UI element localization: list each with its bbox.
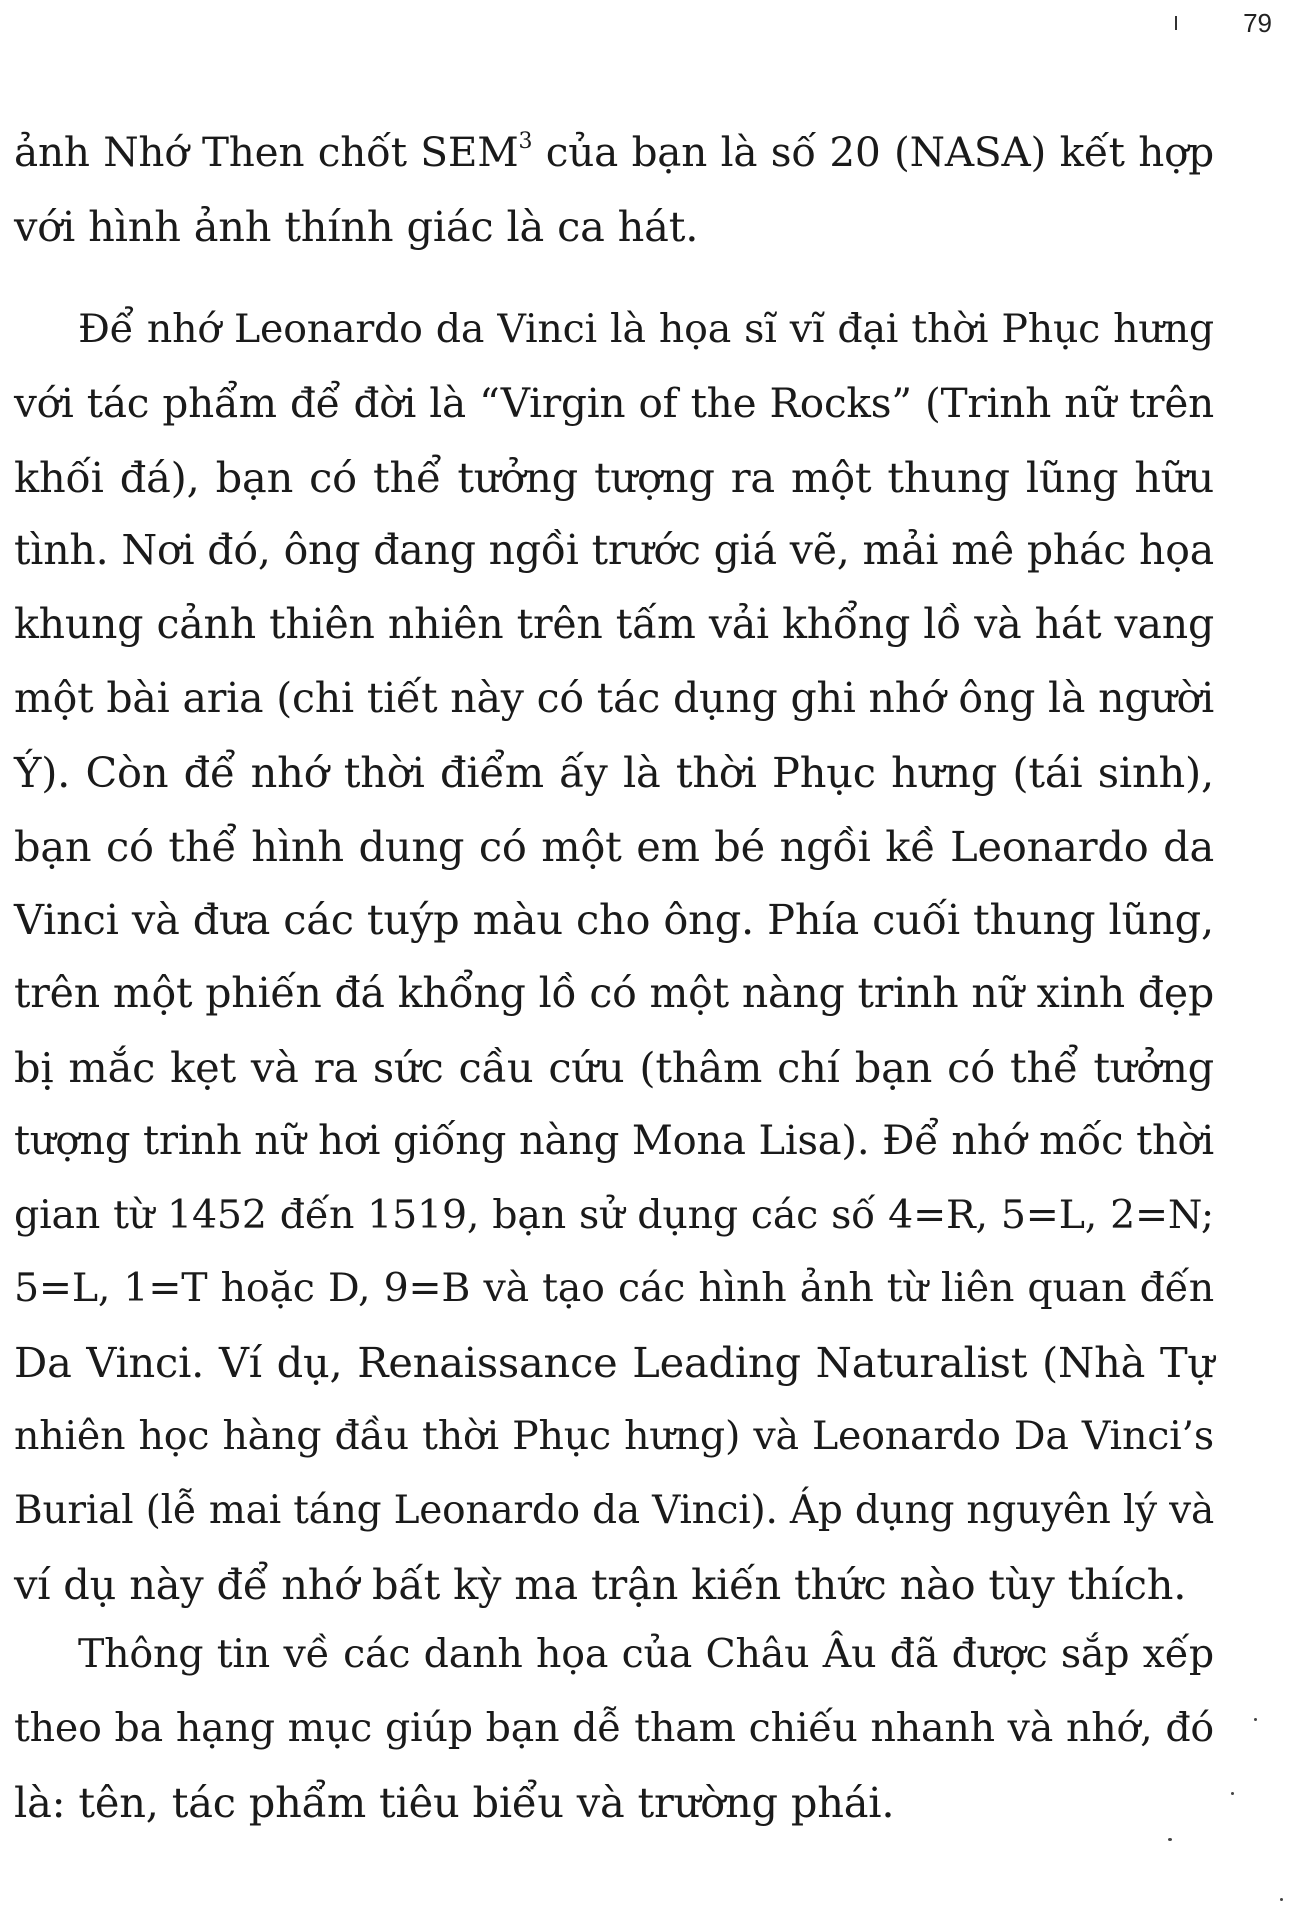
footnote-marker: 3 (518, 129, 533, 154)
scan-mark (1175, 16, 1177, 30)
text-line: khung cảnh thiên nhiên trên tấm vải khổng lồ và hát vang (14, 600, 1214, 649)
text-line: theo ba hạng mục giúp bạn dễ tham chiếu nhanh và nhớ, đó (14, 1704, 1214, 1751)
scan-speck (1254, 1718, 1257, 1721)
text-line: ví dụ này để nhớ bất kỳ ma trận kiến thức nào tùy thích. (14, 1559, 1187, 1609)
text-line: là: tên, tác phẩm tiêu biểu và trường phái. (14, 1777, 895, 1827)
paragraph-1 (14, 116, 1214, 264)
text-line: Ý). Còn để nhớ thời điểm ấy là thời Phục hưng (tái sinh), (14, 747, 1214, 797)
scan-speck (1231, 1792, 1234, 1795)
text-line: với tác phẩm để đời là “Virgin of the Rocks” (Trinh nữ trên (14, 378, 1214, 427)
text-line: với hình ảnh thính giác là ca hát. (14, 201, 699, 251)
text-line: một bài aria (chi tiết này có tác dụng ghi nhớ ông là người (14, 673, 1214, 722)
paragraph-3 (14, 1618, 1214, 1839)
text-line: nhiên học hàng đầu thời Phục hưng) và Leonardo Da Vinci’s (14, 1412, 1214, 1459)
text-line: 5=L, 1=T hoặc D, 9=B và tạo các hình ảnh từ liên quan đến (14, 1265, 1214, 1312)
text-line: Vinci và đưa các tuýp màu cho ông. Phía cuối thung lũng, (14, 895, 1214, 945)
scan-speck (1168, 1838, 1172, 1841)
text-line: Thông tin về các danh họa của Châu Âu đã được sắp xếp (78, 1631, 1214, 1677)
text-line: gian từ 1452 đến 1519, bạn sử dụng các số 4=R, 5=L, 2=N; (14, 1191, 1214, 1238)
text-line: bạn có thể hình dung có một em bé ngồi kề Leonardo da (14, 821, 1214, 871)
text-line: khối đá), bạn có thể tưởng tượng ra một thung lũng hữu (14, 452, 1214, 502)
page-number: 79 (1243, 8, 1272, 38)
paragraph-2 (14, 293, 1214, 1621)
text-line: Để nhớ Leonardo da Vinci là họa sĩ vĩ đại thời Phục hưng (78, 306, 1214, 352)
text-line: Burial (lễ mai táng Leonardo da Vinci). Áp dụng nguyên lý và (14, 1487, 1215, 1533)
text-line: trên một phiến đá khổng lồ có một nàng trinh nữ xinh đẹp (14, 969, 1214, 1018)
text-line: ảnh Nhớ Then chốt SEM$^3$ của bạn là số 20 (NASA) kết hợp (14, 128, 1214, 176)
scan-speck (1280, 1898, 1283, 1901)
text-line: tượng trinh nữ hơi giống nàng Mona Lisa). Để nhớ mốc thời (14, 1117, 1214, 1164)
text-line: tình. Nơi đó, ông đang ngồi trước giá vẽ, mải mê phác họa (14, 526, 1214, 575)
text-line: bị mắc kẹt và ra sức cầu cứu (thâm chí bạn có thể tưởng (14, 1042, 1214, 1092)
text-line: Da Vinci. Ví dụ, Renaissance Leading Naturalist (Nhà Tự (14, 1338, 1214, 1388)
